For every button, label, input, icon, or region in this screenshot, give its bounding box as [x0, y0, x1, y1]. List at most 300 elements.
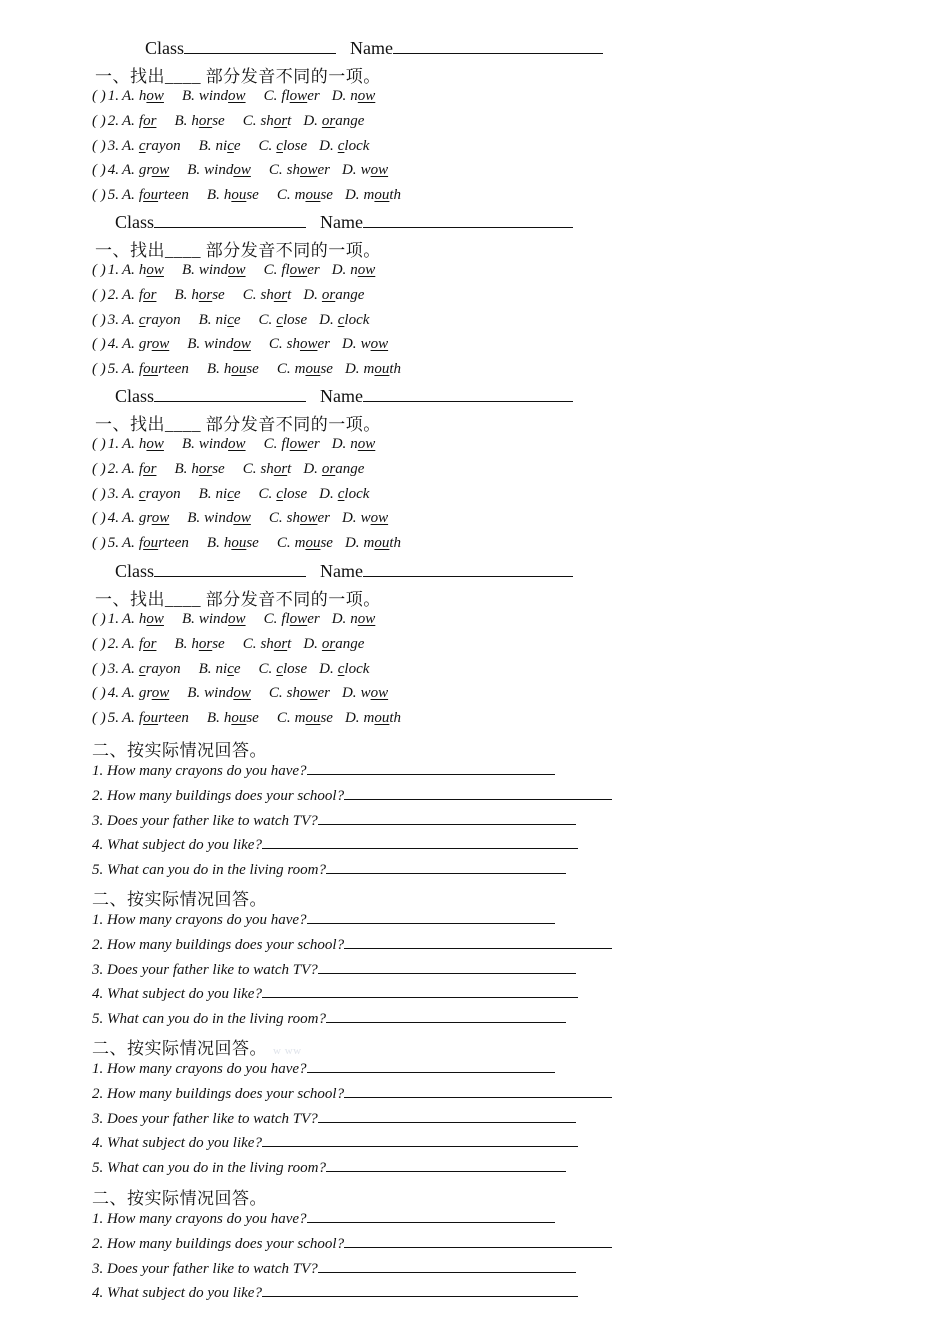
option-letter: C. [276, 535, 291, 552]
answer-paren[interactable]: ( ) [92, 635, 106, 652]
word-part: fl [281, 611, 290, 627]
option-letter: A. [122, 187, 135, 204]
word-part: fl [281, 88, 290, 104]
option-letter: D. [341, 685, 357, 702]
option-letter: B. [187, 510, 201, 527]
answer-question [92, 934, 612, 954]
option [122, 262, 164, 278]
option [243, 636, 292, 652]
answer-paren[interactable]: ( ) [92, 112, 106, 129]
option [319, 661, 369, 677]
answer-paren[interactable]: ( ) [92, 311, 106, 328]
word-part: ni [215, 311, 228, 328]
option [122, 187, 189, 203]
option-letter: B. [174, 635, 188, 652]
option [122, 336, 169, 352]
answer-paren[interactable]: ( ) [92, 710, 106, 727]
answer-line[interactable] [318, 1258, 576, 1273]
question-text: 2. How many buildings does your school? [92, 936, 345, 953]
option-letter: B. [198, 660, 212, 677]
option-letter: D. [341, 510, 357, 527]
word-part: sh [260, 460, 274, 477]
question-text: 3. Does your father like to watch TV? [92, 1260, 318, 1277]
answer-paren[interactable]: ( ) [92, 88, 106, 104]
option [187, 162, 251, 178]
question-row [92, 88, 375, 105]
option [174, 461, 224, 477]
class-label: Class [115, 561, 155, 581]
option [207, 361, 259, 377]
word-part: se [320, 361, 333, 378]
answer-line[interactable] [318, 1108, 576, 1123]
option-letter: A. [122, 710, 135, 727]
option [122, 113, 156, 129]
class-input-line[interactable] [184, 39, 336, 54]
answer-question [92, 834, 578, 854]
option-letter: D. [331, 88, 347, 104]
underlined-sound: c [337, 660, 345, 677]
question-row [92, 535, 401, 552]
word-part: th [389, 361, 402, 378]
answer-line[interactable] [307, 909, 555, 924]
option [122, 636, 156, 652]
word-part: se [246, 710, 259, 727]
option [182, 262, 246, 278]
underlined-sound: or [198, 112, 213, 129]
option [332, 436, 376, 452]
question-number: 2. [107, 460, 119, 477]
answer-question [92, 983, 578, 1003]
underlined-sound: ou [143, 535, 159, 552]
word-part: wind [204, 685, 234, 702]
option-letter: A. [122, 460, 135, 477]
option [345, 361, 401, 377]
word-part: h [138, 262, 147, 278]
class-input-line[interactable] [154, 562, 306, 577]
word-part: ange [335, 635, 365, 652]
question-row [92, 636, 364, 653]
option-letter: B. [174, 112, 188, 129]
answer-section-title [92, 885, 267, 910]
option-letter: B. [187, 162, 201, 179]
option [269, 685, 330, 701]
option-letter: C. [276, 187, 291, 204]
option [199, 661, 241, 677]
underlined-sound: ow [151, 162, 170, 179]
answer-paren[interactable]: ( ) [92, 361, 106, 378]
underlined-sound: ou [231, 710, 247, 727]
answer-paren[interactable]: ( ) [92, 660, 106, 677]
option [319, 486, 369, 502]
underlined-sound: c [227, 311, 234, 328]
option-letter: C. [263, 611, 278, 627]
option [345, 535, 401, 551]
word-part: ni [215, 137, 228, 154]
option [277, 535, 333, 551]
word-part: e [233, 311, 241, 328]
option-letter: B. [187, 336, 201, 353]
answer-paren[interactable]: ( ) [92, 460, 106, 477]
answer-paren[interactable]: ( ) [92, 510, 106, 527]
option-letter: A. [122, 311, 135, 328]
underlined-sound: ow [357, 436, 376, 452]
underlined-sound: ou [305, 187, 321, 204]
underlined-sound: ow [299, 510, 318, 527]
watermark-text: w ww [273, 1045, 302, 1057]
name-input-line[interactable] [393, 39, 603, 54]
answer-line[interactable] [307, 1058, 555, 1073]
underlined-sound: or [321, 112, 336, 129]
class-input-line[interactable] [154, 213, 306, 228]
word-part: w [360, 336, 371, 353]
word-part: fl [281, 436, 290, 452]
question-row [92, 287, 364, 304]
word-part: w [360, 162, 371, 179]
word-part: wind [204, 510, 234, 527]
option-letter: D. [341, 336, 357, 353]
option-letter: B. [206, 187, 220, 204]
answer-line[interactable] [262, 834, 578, 849]
question-row [92, 162, 388, 179]
word-part: gr [138, 510, 152, 527]
question-text: 2. How many buildings does your school? [92, 1085, 345, 1102]
word-part: m [363, 535, 375, 552]
answer-section-title [92, 1184, 267, 1209]
option [187, 336, 251, 352]
word-part: m [363, 187, 375, 204]
word-part: wind [198, 262, 229, 278]
option [122, 287, 156, 303]
option-letter: B. [198, 485, 212, 502]
answer-line[interactable] [262, 1132, 578, 1147]
question-number: 4. [107, 510, 119, 527]
answer-line[interactable] [344, 1233, 612, 1248]
option [345, 187, 401, 203]
underlined-sound: or [143, 635, 157, 652]
option-letter: D. [331, 611, 347, 627]
word-part: m [294, 361, 306, 378]
word-part: m [294, 535, 306, 552]
word-part: fl [281, 262, 290, 278]
underlined-sound: or [143, 286, 157, 303]
underlined-sound: ou [374, 535, 390, 552]
option [122, 661, 181, 677]
underlined-sound: c [276, 660, 283, 677]
option [207, 187, 259, 203]
underlined-sound: ow [289, 436, 308, 452]
question-number: 5. [107, 187, 119, 204]
word-part: t [287, 635, 292, 652]
question-number: 1. [107, 88, 119, 104]
word-part: f [138, 286, 144, 303]
word-part: lock [344, 311, 370, 328]
question-text: 4. What subject do you like? [92, 986, 262, 1003]
word-part: sh [260, 635, 274, 652]
answer-line[interactable] [318, 959, 576, 974]
word-part: gr [138, 162, 152, 179]
word-part: th [389, 535, 402, 552]
option [122, 710, 189, 726]
answer-question [92, 1108, 576, 1128]
option [332, 262, 376, 278]
question-row [92, 461, 364, 478]
option [264, 262, 320, 278]
word-part: lock [344, 485, 370, 502]
underlined-sound: ou [305, 535, 321, 552]
name-label: Name [320, 386, 363, 406]
answer-line[interactable] [307, 1208, 555, 1223]
answer-question [92, 1058, 555, 1078]
underlined-sound: ow [146, 262, 164, 278]
word-part: ni [215, 660, 228, 677]
name-label: Name [320, 212, 363, 232]
name-input-line[interactable] [363, 213, 573, 228]
underlined-sound: ou [231, 187, 247, 204]
option [122, 88, 164, 104]
option [269, 510, 330, 526]
underlined-sound: ow [289, 611, 308, 627]
name-label: Name [320, 561, 363, 581]
answer-line[interactable] [326, 859, 566, 874]
class-input-line[interactable] [154, 387, 306, 402]
underlined-sound: or [143, 112, 157, 129]
word-part: er [307, 436, 320, 452]
option [122, 510, 169, 526]
option-letter: C. [276, 710, 291, 727]
word-part: rteen [158, 710, 189, 727]
option-letter: C. [242, 460, 257, 477]
word-part: n [350, 262, 358, 278]
answer-paren[interactable]: ( ) [92, 611, 106, 627]
option [174, 113, 224, 129]
option-letter: D. [344, 187, 360, 204]
option [332, 88, 376, 104]
question-text: 5. What can you do in the living room? [92, 1160, 326, 1177]
underlined-sound: c [138, 311, 146, 328]
question-text: 3. Does your father like to watch TV? [92, 812, 318, 829]
underlined-sound: ow [146, 611, 164, 627]
question-text: 2. How many buildings does your school? [92, 787, 345, 804]
word-part: n [350, 88, 358, 104]
option [182, 611, 246, 627]
option [207, 710, 259, 726]
option [319, 312, 369, 328]
answer-question [92, 810, 576, 830]
option-letter: D. [319, 485, 334, 502]
answer-line[interactable] [318, 810, 576, 825]
word-part: h [223, 710, 232, 727]
underlined-sound: ow [299, 685, 318, 702]
name-input-line[interactable] [363, 387, 573, 402]
answer-paren[interactable]: ( ) [92, 162, 106, 179]
answer-paren[interactable]: ( ) [92, 286, 106, 303]
answer-paren[interactable]: ( ) [92, 262, 106, 278]
word-part: f [138, 710, 144, 727]
word-part: er [317, 510, 330, 527]
word-part: lock [344, 137, 370, 154]
word-part: lock [344, 660, 370, 677]
option [174, 636, 224, 652]
word-part: m [294, 710, 306, 727]
underlined-sound: ou [305, 361, 321, 378]
option [269, 162, 330, 178]
option-letter: C. [258, 485, 273, 502]
class-label: Class [145, 38, 185, 58]
answer-line[interactable] [307, 760, 555, 775]
underlined-sound: ow [233, 336, 251, 353]
question-number: 2. [107, 286, 119, 303]
word-part: wind [198, 436, 229, 452]
answer-paren[interactable]: ( ) [92, 485, 106, 502]
answer-section-title [92, 736, 267, 761]
underlined-sound: ou [231, 535, 247, 552]
question-text: 3. Does your father like to watch TV? [92, 961, 318, 978]
option [259, 312, 308, 328]
option-letter: C. [268, 510, 283, 527]
option [243, 287, 292, 303]
word-part: wind [198, 611, 229, 627]
question-number: 3. [107, 137, 119, 154]
option [303, 461, 364, 477]
option-letter: B. [174, 286, 188, 303]
answer-line[interactable] [326, 1157, 566, 1172]
word-part: rayon [145, 311, 181, 328]
word-part: wind [198, 88, 229, 104]
option-letter: B. [181, 611, 195, 627]
word-part: se [212, 112, 225, 129]
option-letter: C. [276, 361, 291, 378]
word-part: er [317, 336, 330, 353]
word-part: h [223, 187, 232, 204]
word-part: t [287, 112, 292, 129]
question-number: 1. [107, 262, 119, 278]
option [122, 461, 156, 477]
option [342, 685, 388, 701]
word-part: f [138, 635, 144, 652]
option [122, 535, 189, 551]
word-part: sh [260, 286, 274, 303]
underlined-sound: ow [233, 685, 251, 702]
underlined-sound: ou [143, 710, 159, 727]
word-part: ange [335, 460, 365, 477]
answer-paren[interactable]: ( ) [92, 685, 106, 702]
word-part: h [223, 535, 232, 552]
answer-line[interactable] [344, 1083, 612, 1098]
option [342, 336, 388, 352]
word-part: er [307, 262, 320, 278]
option-letter: C. [263, 436, 278, 452]
word-part: se [212, 460, 225, 477]
word-part: rayon [145, 660, 181, 677]
answer-line[interactable] [262, 983, 578, 998]
option-letter: C. [242, 112, 257, 129]
option [122, 685, 169, 701]
answer-paren[interactable]: ( ) [92, 436, 106, 452]
word-part: h [138, 436, 147, 452]
option [303, 287, 364, 303]
word-part: e [233, 485, 241, 502]
name-input-line[interactable] [363, 562, 573, 577]
word-part: wind [204, 162, 234, 179]
option [243, 113, 292, 129]
word-part: gr [138, 336, 152, 353]
option-letter: A. [122, 162, 135, 179]
word-part: rteen [158, 187, 189, 204]
word-part: sh [286, 685, 300, 702]
word-part: h [138, 88, 147, 104]
option [122, 312, 181, 328]
answer-paren[interactable]: ( ) [92, 535, 106, 552]
word-part: h [191, 112, 199, 129]
option-letter: D. [303, 286, 318, 303]
word-part: w [360, 685, 371, 702]
option [199, 312, 241, 328]
option [182, 88, 246, 104]
answer-line[interactable] [262, 1282, 578, 1297]
answer-line[interactable] [326, 1008, 566, 1023]
option-letter: C. [268, 685, 283, 702]
underlined-sound: c [227, 660, 234, 677]
option-letter: A. [122, 635, 135, 652]
option-letter: D. [331, 436, 347, 452]
underlined-sound: ow [228, 611, 246, 627]
answer-paren[interactable]: ( ) [92, 137, 106, 154]
question-row [92, 312, 369, 329]
option-letter: A. [122, 137, 135, 154]
option [199, 138, 241, 154]
underlined-sound: ou [374, 187, 390, 204]
answer-paren[interactable]: ( ) [92, 187, 106, 204]
option-letter: C. [268, 162, 283, 179]
underlined-sound: or [198, 460, 213, 477]
answer-line[interactable] [344, 934, 612, 949]
option-letter: C. [258, 137, 273, 154]
option [303, 113, 364, 129]
word-part: lose [282, 660, 308, 677]
question-row [92, 710, 401, 727]
option-letter: A. [122, 286, 135, 303]
answer-line[interactable] [344, 785, 612, 800]
answer-section-title [92, 1034, 302, 1059]
answer-section-label: 二、按实际情况回答。 [92, 1189, 267, 1208]
underlined-sound: ow [370, 162, 389, 179]
name-label: Name [350, 38, 393, 58]
underlined-sound: ow [233, 510, 251, 527]
underlined-sound: or [321, 635, 336, 652]
underlined-sound: ow [370, 336, 389, 353]
underlined-sound: ow [228, 262, 246, 278]
underlined-sound: ou [231, 361, 247, 378]
question-text: 4. What subject do you like? [92, 837, 262, 854]
option-letter: D. [303, 635, 318, 652]
word-part: rayon [145, 137, 181, 154]
question-row [92, 486, 369, 503]
question-number: 2. [107, 635, 119, 652]
question-text: 2. How many buildings does your school? [92, 1235, 345, 1252]
answer-paren[interactable]: ( ) [92, 336, 106, 353]
class-label: Class [115, 386, 155, 406]
word-part: wind [204, 336, 234, 353]
answer-question [92, 1157, 566, 1177]
question-number: 4. [107, 685, 119, 702]
underlined-sound: ou [143, 361, 159, 378]
underlined-sound: ou [374, 361, 390, 378]
class-label: Class [115, 212, 155, 232]
question-number: 1. [107, 611, 119, 627]
underlined-sound: c [227, 137, 234, 154]
word-part: sh [286, 336, 300, 353]
option-letter: D. [303, 460, 318, 477]
